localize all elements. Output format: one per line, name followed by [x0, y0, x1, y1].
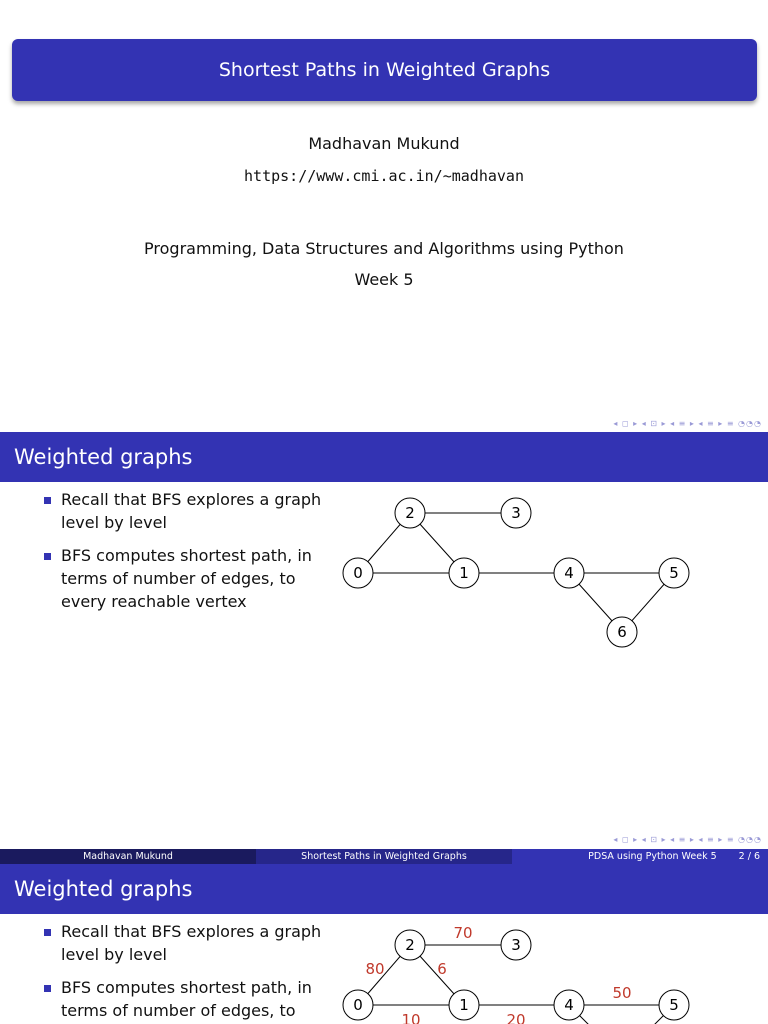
bullet-list [44, 488, 334, 623]
graph-node-label: 1 [459, 996, 469, 1014]
bfs-graph-diagram [330, 494, 710, 654]
footer-author: Madhavan Mukund [0, 849, 256, 864]
slide-footer [0, 849, 768, 864]
bullet-text: Recall that BFS explores a graph level by level [61, 490, 322, 532]
bullet-square-icon [44, 553, 51, 560]
bullet-square-icon [44, 929, 51, 936]
graph-node-label: 2 [405, 936, 415, 954]
graph-node-4 [554, 990, 584, 1020]
author-url[interactable]: https://www.cmi.ac.in/~madhavan [244, 167, 524, 185]
graph-node-5 [659, 558, 689, 588]
bullet-list [44, 920, 334, 1024]
bullet-item [44, 976, 334, 1022]
beamer-navigation-icons[interactable]: ◂ ◻ ▸ ◂ ⊡ ▸ ◂ ≡ ▸ ◂ ≡ ▸ ≡ ◔◔◔ [613, 835, 762, 844]
graph-node-6 [607, 617, 637, 647]
bullet-square-icon [44, 497, 51, 504]
edge-weight-4-5: 50 [612, 984, 632, 1002]
graph-node-label: 5 [669, 996, 679, 1014]
graph-node-label: 0 [353, 564, 363, 582]
course-name: Programming, Data Structures and Algorithms using Python [144, 239, 624, 258]
title-slide [0, 0, 768, 432]
presentation-title [12, 39, 757, 101]
footer-course-page [512, 849, 768, 864]
bullet-item [44, 544, 334, 613]
graph-node-label: 0 [353, 996, 363, 1014]
bullet-text: Recall that BFS explores a graph level by level [61, 922, 322, 964]
weighted-graphs-slide-2 [0, 864, 768, 1024]
frame-title: Weighted graphs [0, 432, 768, 482]
author-name: Madhavan Mukund [308, 134, 460, 153]
graph-node-label: 3 [511, 936, 521, 954]
edge-weight-0-2: 80 [365, 960, 385, 978]
graph-node-label: 6 [617, 623, 627, 641]
frame-title: Weighted graphs [0, 864, 768, 914]
graph-node-2 [395, 930, 425, 960]
beamer-navigation-icons[interactable]: ◂ ◻ ▸ ◂ ⊡ ▸ ◂ ≡ ▸ ◂ ≡ ▸ ≡ ◔◔◔ [613, 419, 762, 428]
bullet-square-icon [44, 985, 51, 992]
graph-node-label: 2 [405, 504, 415, 522]
graph-node-0 [343, 990, 373, 1020]
bullet-item [44, 920, 334, 966]
footer-page-number: 2 / 6 [738, 851, 760, 862]
graph-node-5 [659, 990, 689, 1020]
presentation-title-text: Shortest Paths in Weighted Graphs [218, 59, 551, 81]
bullet-item [44, 488, 334, 534]
graph-node-3 [501, 498, 531, 528]
graph-node-1 [449, 558, 479, 588]
weighted-graphs-slide [0, 432, 768, 864]
graph-node-2 [395, 498, 425, 528]
edge-weight-2-1: 6 [437, 960, 447, 978]
footer-title: Shortest Paths in Weighted Graphs [256, 849, 512, 864]
edge-weight-0-1: 10 [401, 1011, 421, 1024]
graph-node-3 [501, 930, 531, 960]
edge-weight-1-4: 20 [506, 1011, 526, 1024]
graph-node-label: 5 [669, 564, 679, 582]
weighted-graph-diagram [330, 926, 710, 1024]
graph-node-label: 3 [511, 504, 521, 522]
graph-node-1 [449, 990, 479, 1020]
footer-course: PDSA using Python Week 5 [588, 851, 717, 862]
graph-node-label: 4 [564, 996, 574, 1014]
bullet-text: BFS computes shortest path, in terms of number of edges, to [61, 978, 312, 1020]
graph-node-0 [343, 558, 373, 588]
graph-node-4 [554, 558, 584, 588]
graph-node-label: 4 [564, 564, 574, 582]
week-label: Week 5 [354, 270, 414, 289]
edge-weight-2-3: 70 [453, 926, 473, 942]
graph-node-label: 1 [459, 564, 469, 582]
bullet-text: BFS computes shortest path, in terms of number of edges, to every reachable vertex [61, 546, 312, 611]
